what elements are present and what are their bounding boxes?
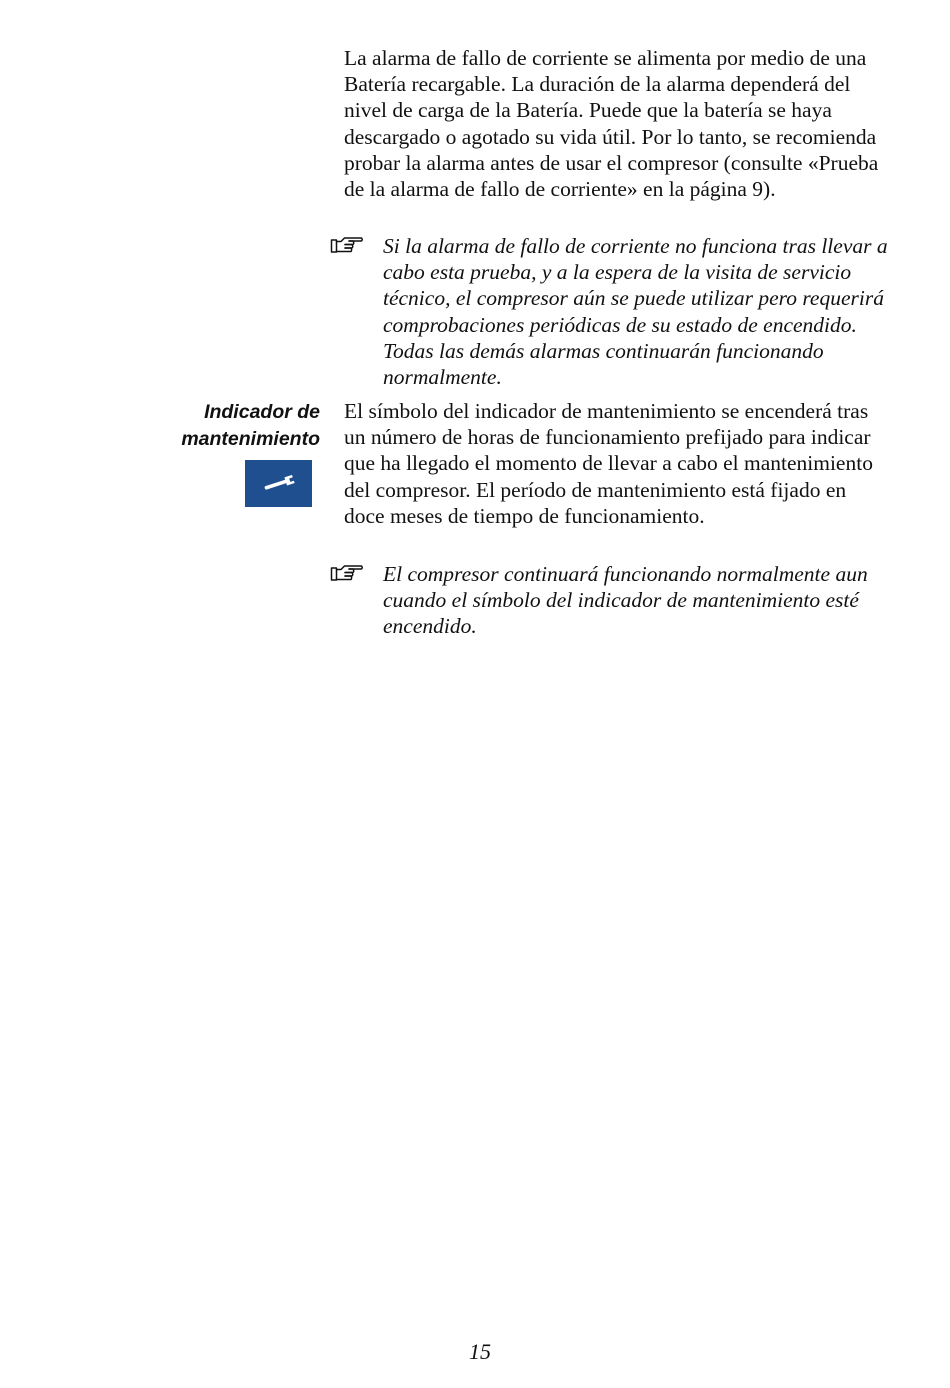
- maintenance-symbol: [245, 460, 312, 507]
- power-alarm-paragraph: La alarma de fallo de corriente se alimenta por medio de una Batería recargable. La duración de la alarma dependerá del nivel de carga de la Batería. Puede que la batería se haya descargado o agotado su vida útil. Por lo tanto, se recomienda probar la alarma antes de usar el compresor (consulte «Prueba de la alarma de fallo de corriente» en la página 9).: [344, 46, 879, 202]
- maintenance-indicator-paragraph: El símbolo del indicador de mantenimiento se encenderá tras un número de horas de funcionamiento prefijado para indicar que ha llegado el momento de llevar a cabo el mantenimiento del compresor. El período de mantenimiento está fijado en doce meses de tiempo de funcionamiento.: [344, 399, 873, 528]
- heading-line-2: mantenimiento: [181, 428, 320, 450]
- pointing-hand-icon: [330, 233, 364, 257]
- page-number: 15: [469, 1339, 491, 1364]
- maintenance-indicator-heading: [140, 399, 320, 453]
- power-alarm-note-text: Si la alarma de fallo de corriente no funciona tras llevar a cabo esta prueba, y a la espera de la visita de servicio técnico, el compresor aún se puede utilizar pero requerirá comprobaciones periódicas de su estado de encendido. Todas las demás alarmas continuarán funcionando normalmente.: [383, 234, 888, 390]
- pointing-hand-icon: [330, 561, 364, 585]
- heading-line-1: Indicador de: [204, 401, 320, 423]
- maintenance-note-text: El compresor continuará funcionando normalmente aun cuando el símbolo del indicador de mantenimiento esté encendido.: [383, 562, 868, 639]
- wrench-icon: [245, 460, 312, 507]
